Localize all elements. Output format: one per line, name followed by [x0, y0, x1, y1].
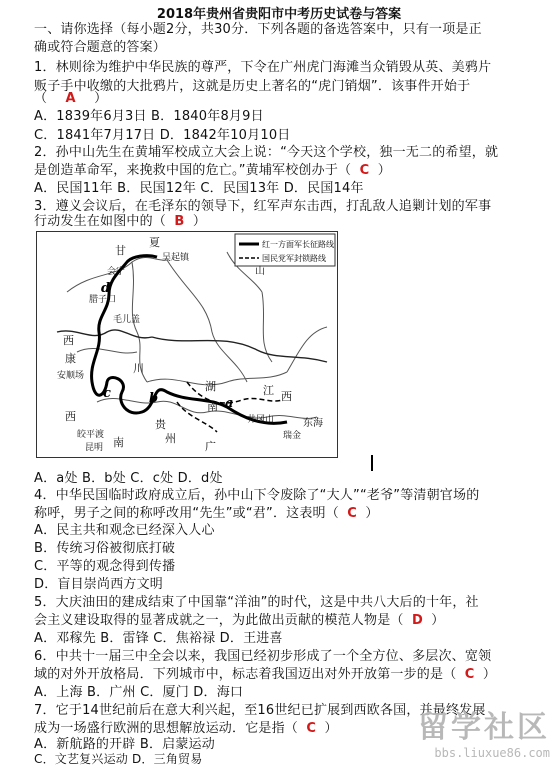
q1-answer: A — [65, 91, 76, 106]
q6-text: 域的对外开放格局．下列城市中，标志着我国迈出对外开放第一步的是（ — [34, 667, 457, 682]
q4-option-b: B．传统习俗被彻底打破 — [34, 541, 176, 556]
q7-answer: C — [306, 721, 317, 736]
q6-line-1: 6．中共十一届三中全会以来，我国已经初步形成了一个全方位、多层次、宽领 — [34, 649, 492, 664]
q5-line-1: 5．大庆油田的建成结束了中国靠“洋油”的时代，这是中共八大后的十年，社 — [34, 595, 479, 610]
q5-text: 会主义建设取得的显著成就之一，为此做出贡献的模范人物是（ — [34, 613, 404, 628]
q2-line-1: 2．孙中山先生在黄埔军校成立大会上说：“今天这个学校，独一无二的希望，就 — [34, 145, 499, 160]
text-cursor — [371, 455, 373, 471]
label-shan: 山 — [255, 266, 265, 277]
label-zhou: 州 — [165, 432, 176, 445]
label-nan2: 南 — [113, 436, 124, 449]
q3-line-2 — [34, 213, 206, 231]
paren-close: ） — [482, 667, 497, 682]
q5-answer: D — [411, 613, 423, 628]
watermark-logo: 留学社区 — [418, 710, 550, 745]
label-gui: 贵 — [155, 418, 166, 431]
intro-line-2: 确或符合题意的答案） — [34, 40, 167, 55]
q3-text: 行动发生在如图中的（ — [34, 214, 167, 229]
q3-answer: B — [174, 214, 185, 229]
intro-line-1: 一、请你选择（每小题2分，共30分．下列各题的备选答案中，只有一项是正 — [34, 22, 482, 37]
border-line — [77, 348, 137, 353]
label-maoergai: 毛儿盖 — [113, 315, 141, 325]
q4-answer: C — [347, 506, 358, 521]
q4-option-a: A．民主共和观念已经深入人心 — [34, 523, 215, 538]
legend-red-label: 红一方面军长征路线 — [262, 240, 334, 249]
label-jiaopingdu: 皎平渡 — [77, 430, 105, 440]
q7-options-2: C．文艺复兴运动 D．三角贸易 — [34, 752, 203, 766]
long-march-map — [36, 231, 338, 458]
label-kang: 康 — [65, 352, 76, 365]
paren-close: ） — [324, 721, 338, 736]
watermark — [418, 702, 550, 760]
label-chuan: 川 — [133, 362, 144, 375]
map-svg — [37, 232, 337, 457]
q3-line-1: 3．遵义会议后，在毛泽东的领导下，红军声东击西，打乱敌人追剿计划的军事 — [34, 199, 492, 214]
q5-options: A．邓稼先 B．雷锋 C．焦裕禄 D．王进喜 — [34, 631, 283, 646]
label-xi1: 西 — [63, 334, 74, 347]
marker-b: b — [149, 391, 159, 406]
q4-line-2 — [34, 505, 379, 523]
q4-option-d: D．盲目崇尚西方文明 — [34, 577, 164, 592]
label-xia: 夏 — [149, 236, 160, 249]
q5-line-2 — [34, 612, 445, 630]
label-ruijin: 瑞金 — [283, 431, 302, 441]
paren-open: （ — [34, 91, 48, 106]
q2-answer: C — [359, 163, 370, 178]
border-line — [287, 327, 327, 372]
q1-line-2: 贩子手中收缴的大批鸦片，这就是历史上著名的“虎门销烟”．该事件开始于 — [34, 79, 471, 94]
label-wuqizhen: 吴起镇 — [162, 253, 190, 263]
q4-text: 称呼，男子之间的称呼改用“先生”或“君”．这表明（ — [34, 506, 339, 521]
label-xi2: 西 — [65, 410, 76, 423]
q1-answer-line — [34, 90, 107, 108]
label-guang: 广 — [205, 440, 216, 453]
marker-d: d — [101, 281, 111, 296]
q7-text: 成为一场盛行欧洲的思想解放运动．它是指（ — [34, 721, 299, 736]
legend-kmt-label: 国民党军封锁路线 — [262, 254, 326, 263]
label-jiang: 江 — [263, 384, 274, 397]
label-xi3: 西 — [281, 390, 292, 403]
red-army-route — [92, 256, 287, 424]
paren-close: ） — [431, 613, 445, 628]
q1-line-1: 1．林则徐为维护中华民族的尊严，下令在广州虎门海滩当众销毁从英、美鸦片 — [34, 60, 492, 75]
label-anshunchang: 安顺场 — [57, 371, 85, 381]
q1-options-1: A．1839年6月3日 B．1840年8月9日 — [34, 109, 264, 124]
label-jinggangshan: 井冈山 — [247, 415, 275, 425]
label-nan1: 南 — [207, 400, 218, 413]
q4-line-1: 4．中华民国临时政府成立后，孙中山下令废除了“大人”“老爷”等清朝官场的 — [34, 488, 480, 503]
q4-option-c: C．平等的观念得到传播 — [34, 559, 176, 574]
border-line — [262, 292, 272, 362]
q6-options: A．上海 B．广州 C．厦门 D．海口 — [34, 685, 244, 700]
q6-line-2 — [34, 666, 496, 684]
label-kunming: 昆明 — [85, 443, 104, 453]
paren-close: ） — [365, 506, 379, 521]
label-huining: 会宁 — [107, 267, 126, 277]
label-lazikou: 腊子口 — [89, 295, 117, 305]
marker-c: c — [103, 386, 111, 401]
label-hu: 湖 — [205, 380, 216, 393]
label-donghai: 东海 — [303, 418, 323, 429]
paren-close: ） — [192, 214, 207, 229]
q6-answer: C — [464, 667, 475, 682]
paren-close: ） — [94, 91, 108, 106]
q2-options: A．民国11年 B．民国12年 C．民国13年 D．民国14年 — [34, 181, 364, 196]
watermark-url: bbs.liuxue86.com — [434, 746, 550, 760]
border-line — [147, 372, 287, 385]
q7-options-1: A．新航路的开辟 B．启蒙运动 — [34, 737, 215, 752]
q2-line-2 — [34, 162, 391, 180]
doc-title: 2018年贵州省贵阳市中考历史试卷与答案 — [156, 7, 402, 22]
marker-a: a — [225, 396, 234, 411]
q2-text: 是创造革命军，来挽救中国的危亡。”黄埔军校创办于（ — [34, 163, 352, 178]
border-line — [167, 260, 247, 382]
q3-options: A．a处 B．b处 C．c处 D．d处 — [34, 471, 223, 486]
q7-line-1: 7．它于14世纪前后在意大利兴起，至16世纪已扩展到西欧各国，并最终发展 — [34, 703, 486, 718]
label-gan: 甘 — [115, 244, 126, 257]
q1-options-2: C．1841年7月17日 D．1842年10月10日 — [34, 128, 291, 143]
paren-close: ） — [377, 163, 391, 178]
